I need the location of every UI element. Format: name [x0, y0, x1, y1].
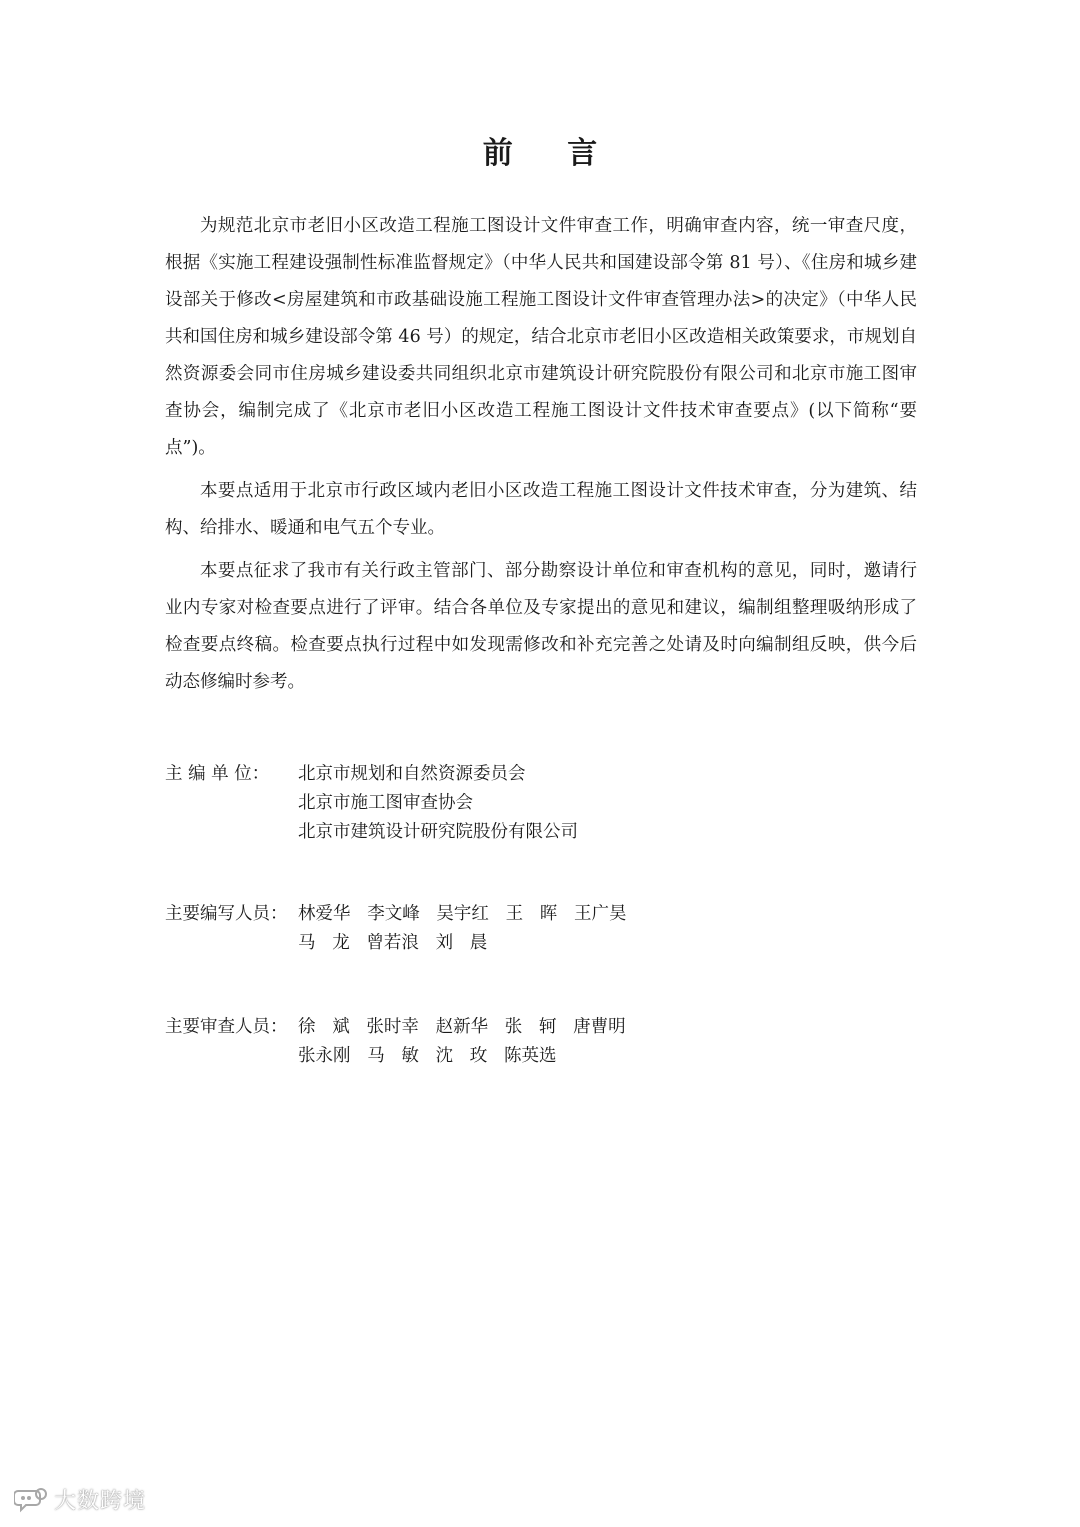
editor-units-block: [165, 760, 578, 847]
main-writers-list: [298, 900, 626, 958]
page-title: 前 言: [482, 136, 620, 171]
main-writers-label: 主要编写人员：: [165, 904, 288, 924]
editor-unit: 北京市施工图审查协会: [298, 793, 473, 813]
editor-unit: 北京市规划和自然资源委员会: [298, 764, 526, 784]
editor-units-list: [298, 760, 578, 847]
preface-body: [165, 208, 917, 707]
preface-paragraph-3: 本要点征求了我市有关行政主管部门、部分勘察设计单位和审查机构的意见，同时，邀请行业内专家对检查要点进行了评审。结合各单位及专家提出的意见和建议，编制组整理吸纳形成了检查要点终稿。检查要点执行过程中如发现需修改和补充完善之处请及时向编制组反映，供今后动态修编时参考。: [165, 561, 917, 692]
editor-unit: 北京市建筑设计研究院股份有限公司: [298, 822, 578, 842]
reviewers-line: 徐 斌 张时幸 赵新华 张 轲 唐曹明: [298, 1017, 626, 1037]
speech-bubble-logo-icon: [14, 1487, 48, 1513]
watermark-text: 大数跨境: [54, 1489, 147, 1514]
main-reviewers-list: [298, 1013, 626, 1071]
main-reviewers-label: 主要审查人员：: [165, 1017, 288, 1037]
writers-line: 马 龙 曾若浪 刘 晨: [298, 933, 488, 953]
preface-paragraph-2: 本要点适用于北京市行政区域内老旧小区改造工程施工图设计文件技术审查，分为建筑、结构、给排水、暖通和电气五个专业。: [165, 481, 917, 538]
writers-line: 林爱华 李文峰 吴宇红 王 晖 王广昊: [298, 904, 627, 924]
main-reviewers-block: [165, 1013, 626, 1071]
editor-units-label: 主 编 单 位：: [165, 764, 270, 784]
watermark: [14, 1484, 146, 1515]
reviewers-line: 张永刚 马 敏 沈 玫 陈英选: [298, 1046, 557, 1066]
main-writers-block: [165, 900, 626, 958]
preface-paragraph-1: 为规范北京市老旧小区改造工程施工图设计文件审查工作，明确审查内容，统一审查尺度，根据《实施工程建设强制性标准监督规定》（中华人民共和国建设部令第 81 号）、《住房和城乡建设部关于修改<房屋建筑和市政基础设施工程施工图设计文件审查管理办法>的决定》（中华人民共和国住房和城乡建设部令第 46 号）的规定，结合北京市老旧小区改造相关政策要求，市规划自然资源委会同市住房城乡建设委共同组织北京市建筑设计研究院股份有限公司和北京市施工图审查协会，编制完成了《北京市老旧小区改造工程施工图设计文件技术审查要点》(以下简称“要点”)。: [165, 216, 917, 458]
